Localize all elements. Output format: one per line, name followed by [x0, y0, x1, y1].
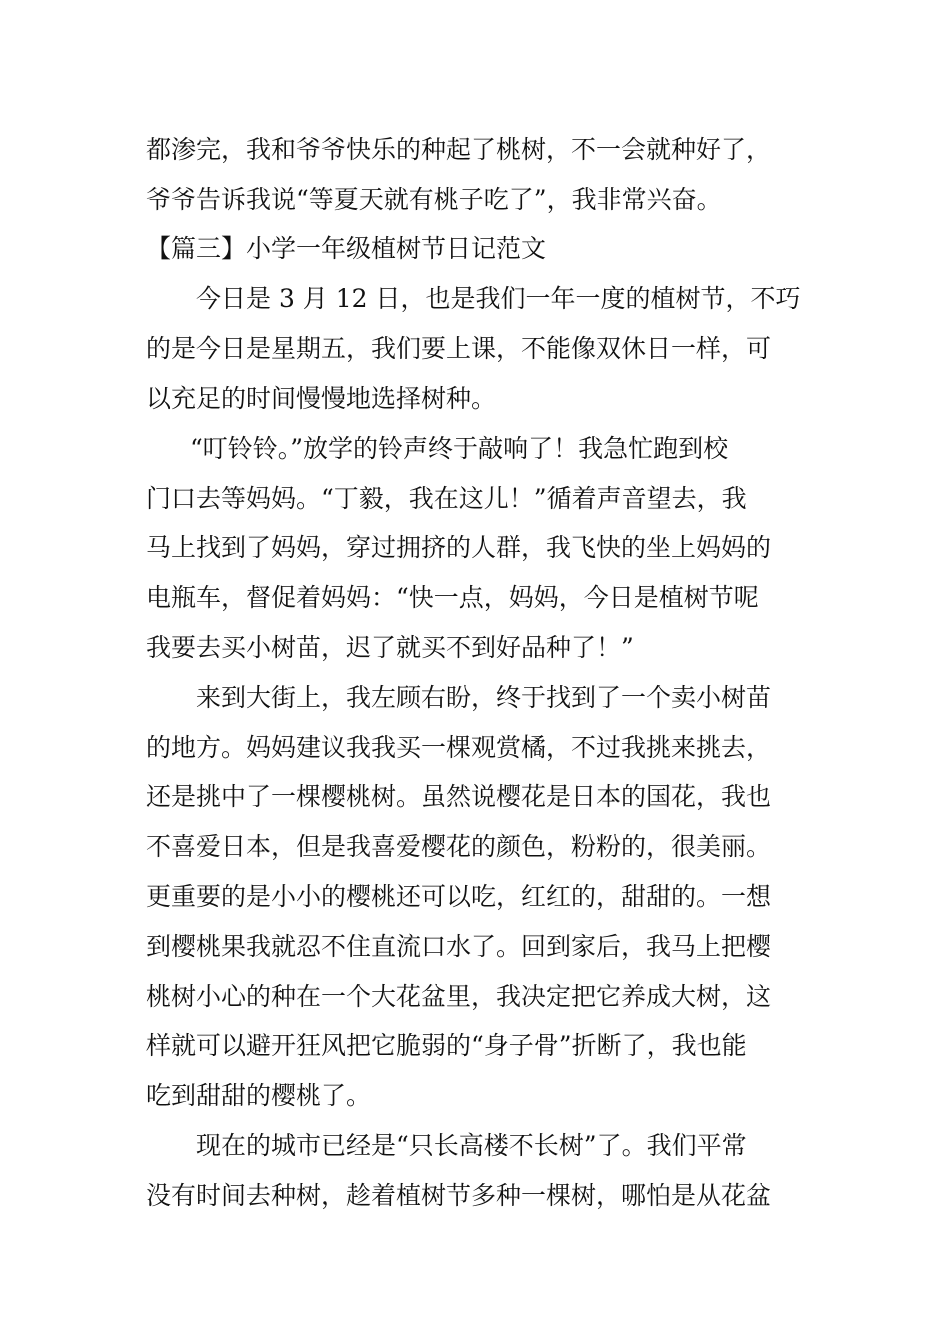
text-line: 没有时间去种树，趁着植树节多种一棵树，哪怕是从花盆	[146, 1181, 772, 1210]
text-line: 的是今日是星期五，我们要上课，不能像双休日一样，可	[146, 334, 772, 363]
text-line: 门口去等妈妈。“丁毅，我在这儿！”循着声音望去，我	[146, 484, 747, 513]
text-line: 都渗完，我和爷爷快乐的种起了桃树，不一会就种好了，	[146, 135, 772, 164]
text-line: 爷爷告诉我说“等夏天就有桃子吃了”，我非常兴奋。	[146, 185, 722, 214]
text-line: 电瓶车，督促着妈妈：“快一点，妈妈，今日是植树节呢	[146, 583, 759, 612]
text-line: 到樱桃果我就忍不住直流口水了。回到家后，我马上把樱	[146, 932, 772, 961]
text-line: “叮铃铃。”放学的铃声终于敲响了！我急忙跑到校	[190, 434, 729, 463]
text-line: 来到大街上，我左顾右盼，终于找到了一个卖小树苗	[196, 683, 772, 712]
section-heading: 【篇三】小学一年级植树节日记范文	[146, 234, 547, 263]
text-line: 桃树小心的种在一个大花盆里，我决定把它养成大树，这	[146, 982, 772, 1011]
text-line: 吃到甜甜的樱桃了。	[146, 1081, 372, 1110]
text-line: 以充足的时间慢慢地选择树种。	[146, 384, 497, 413]
text-line: 更重要的是小小的樱桃还可以吃，红红的，甜甜的。一想	[146, 882, 772, 911]
text-line: 样就可以避开狂风把它脆弱的“身子骨”折断了，我也能	[146, 1031, 747, 1060]
text-line: 的地方。妈妈建议我我买一棵观赏橘，不过我挑来挑去，	[146, 733, 772, 762]
text-line: 今日是 3 月 12 日，也是我们一年一度的植树节，不巧	[196, 284, 801, 313]
text-line: 我要去买小树苗，迟了就买不到好品种了！”	[146, 633, 634, 662]
text-line: 马上找到了妈妈，穿过拥挤的人群，我飞快的坐上妈妈的	[146, 533, 772, 562]
text-line: 不喜爱日本，但是我喜爱樱花的颜色，粉粉的，很美丽。	[146, 832, 772, 861]
text-line: 还是挑中了一棵樱桃树。虽然说樱花是日本的国花，我也	[146, 782, 772, 811]
text-line: 现在的城市已经是“只长高楼不长树”了。我们平常	[196, 1131, 747, 1160]
